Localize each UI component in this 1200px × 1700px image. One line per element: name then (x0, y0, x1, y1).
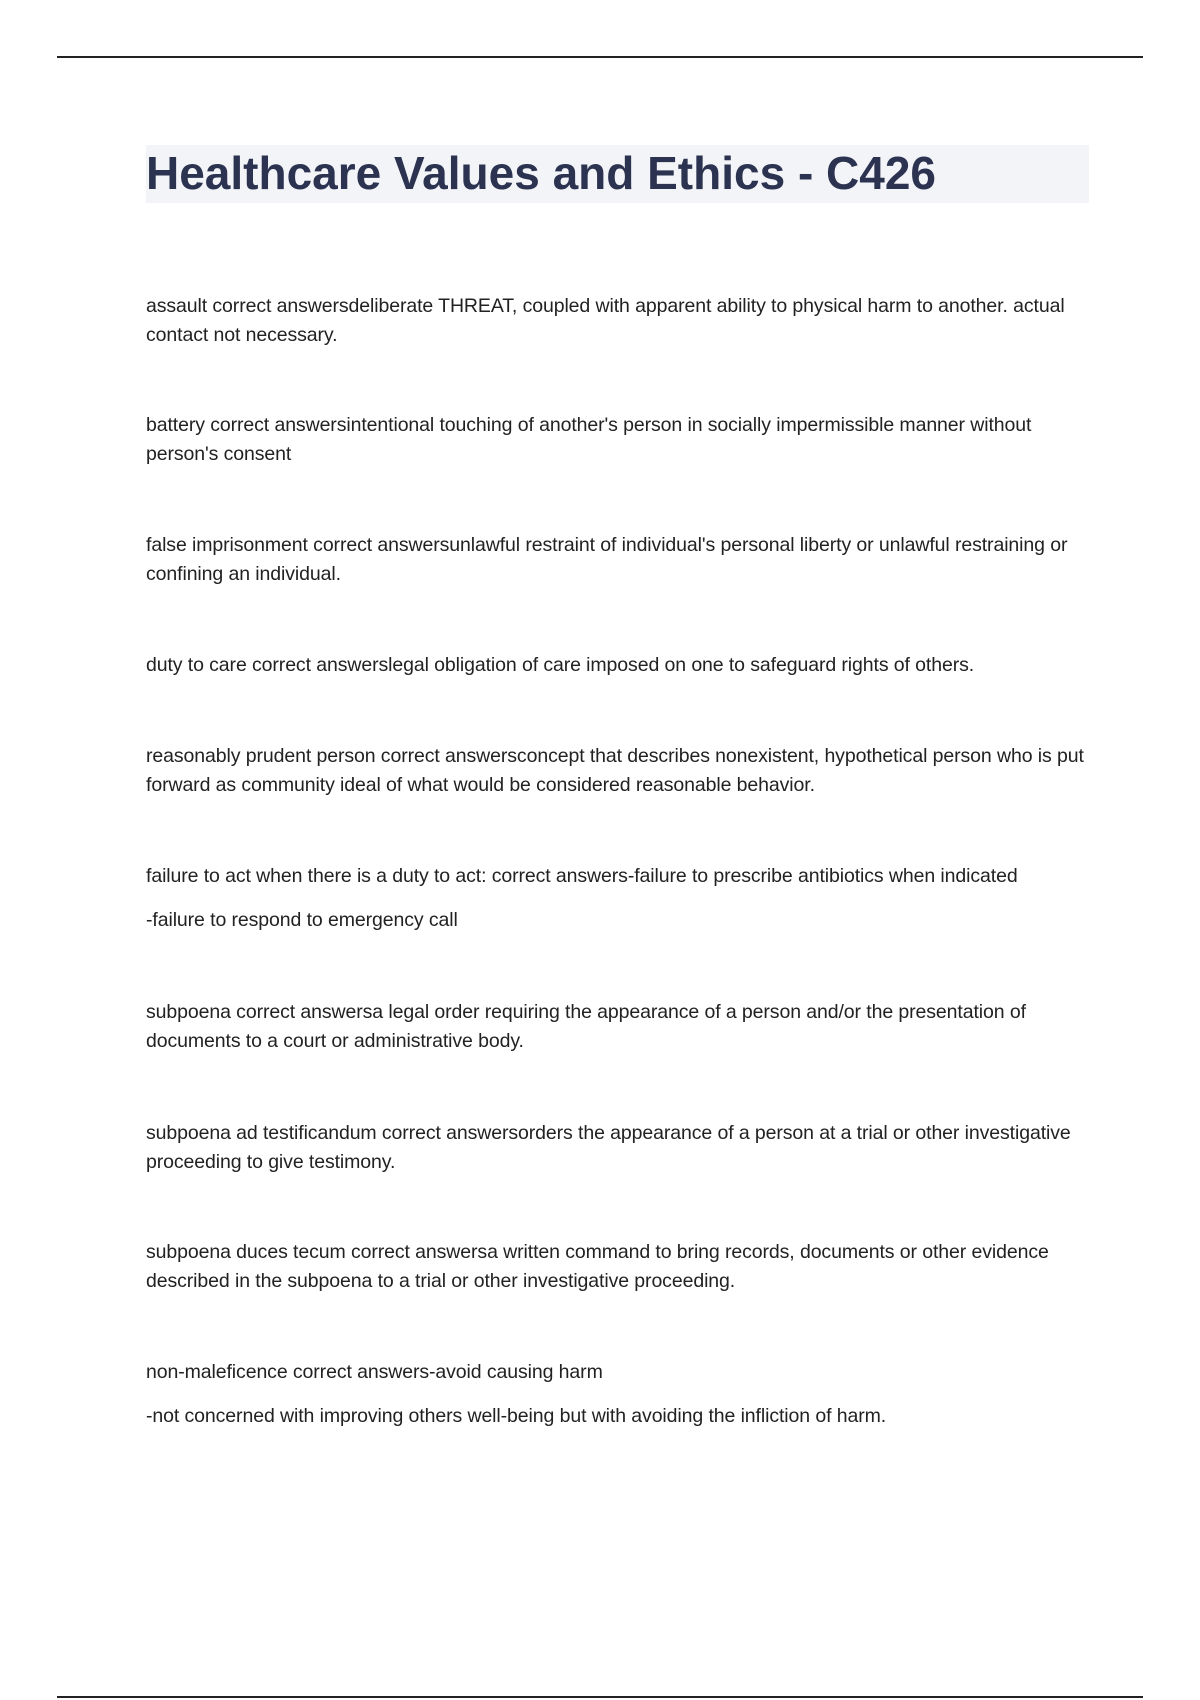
entry-subtext: -failure to respond to emergency call (146, 909, 458, 931)
entry-text: failure to act when there is a duty to act: correct answers-failure to prescribe antibiotics when indicated (146, 865, 1018, 887)
entry-subpoena-duces-tecum (146, 1238, 1096, 1296)
entry-false-imprisonment (146, 531, 1096, 589)
entry-text: battery correct answersintentional touching of another's person in socially impermissible manner without person's consent (146, 414, 1032, 465)
entry-text: reasonably prudent person correct answersconcept that describes nonexistent, hypothetical person who is put forward as community ideal of what would be considered reasonable behavior. (146, 745, 1084, 796)
entry-text: subpoena ad testificandum correct answersorders the appearance of a person at a trial or other investigative proceeding to give testimony. (146, 1122, 1071, 1173)
footer-rule (57, 1696, 1143, 1698)
entry-subpoena-ad-testificandum (146, 1119, 1096, 1177)
header-rule (57, 56, 1143, 58)
entry-text: duty to care correct answerslegal obligation of care imposed on one to safeguard rights of others. (146, 654, 975, 676)
entry-failure-to-act (146, 862, 1096, 935)
entry-text: subpoena correct answersa legal order requiring the appearance of a person and/or the presentation of documents to a court or administrative body. (146, 1001, 1026, 1052)
entry-duty-to-care (146, 651, 1096, 680)
entry-reasonably-prudent-person (146, 742, 1096, 800)
entry-non-maleficence (146, 1358, 1096, 1431)
entry-battery (146, 411, 1096, 469)
entry-text: non-maleficence correct answers-avoid causing harm (146, 1361, 603, 1383)
entry-subpoena (146, 998, 1096, 1056)
entry-text: assault correct answersdeliberate THREAT, coupled with apparent ability to physical harm to another. actual contact not necessary. (146, 295, 1065, 346)
document-title: Healthcare Values and Ethics - C426 (146, 147, 937, 199)
entry-text: false imprisonment correct answersunlawful restraint of individual's personal liberty or unlawful restraining or confining an individual. (146, 534, 1068, 585)
entry-subtext: -not concerned with improving others well-being but with avoiding the infliction of harm. (146, 1405, 887, 1427)
entry-text: subpoena duces tecum correct answersa written command to bring records, documents or other evidence described in the subpoena to a trial or other investigative proceeding. (146, 1241, 1049, 1292)
entry-assault (146, 292, 1096, 350)
